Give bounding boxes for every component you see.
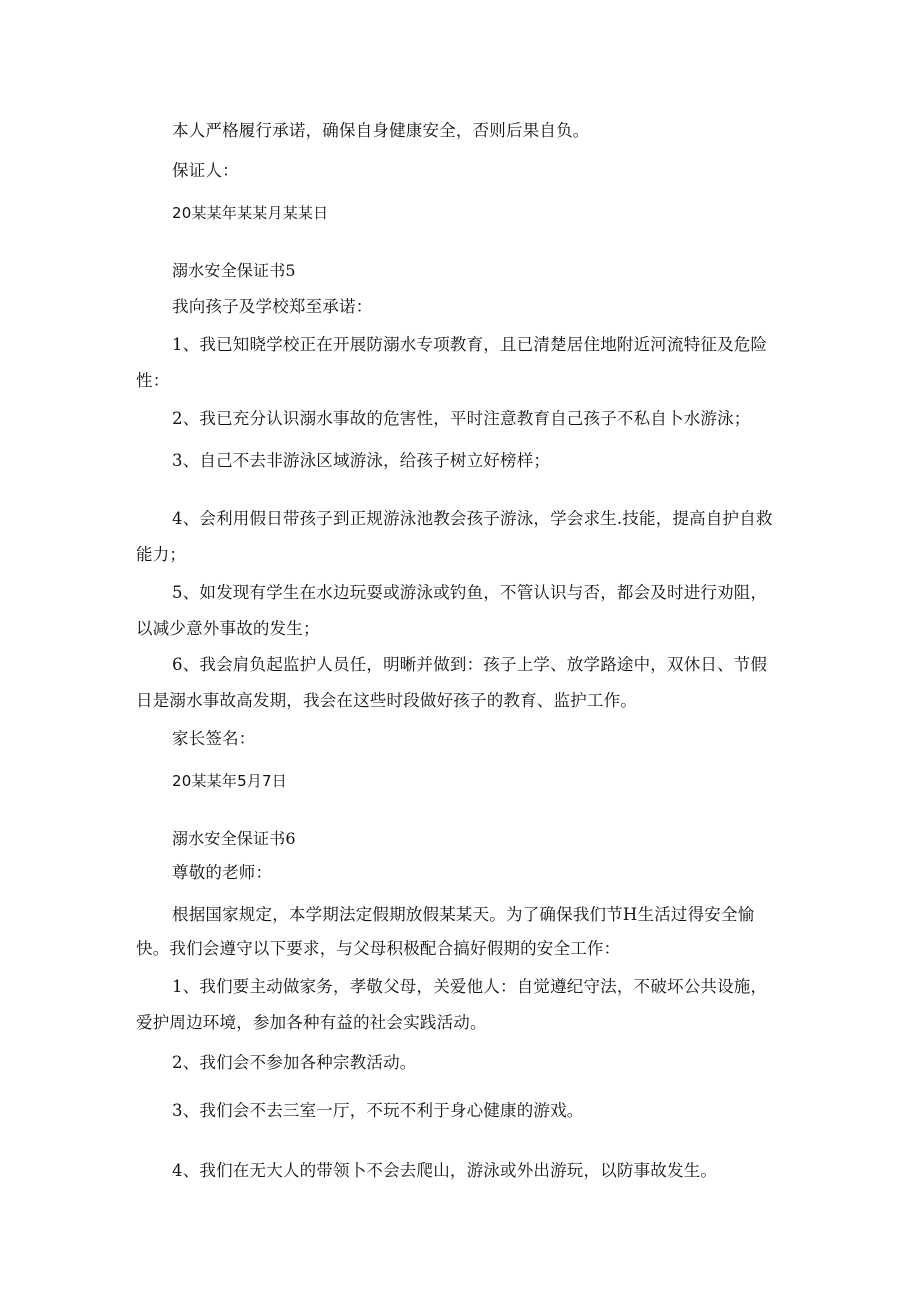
- section5-title: 溺水安全保证书5: [172, 261, 296, 280]
- parent-signature-label: 家长签名：: [172, 729, 256, 748]
- section5-item4-line1: 4、会利用假日带孩子到正规游泳池教会孩子游泳，学会求生.技能，提高自护自救: [172, 509, 773, 528]
- section5-item1-line2: 性：: [136, 371, 170, 390]
- section6-intro-line2: 快。我们会遵守以下要求，与父母积极配合搞好假期的安全工作：: [136, 939, 621, 958]
- section6-item4: 4、我们在无大人的带领卜不会去爬山，游泳或外出游玩，以防事故发生。: [172, 1161, 718, 1180]
- section5-item6-line2: 日是溺水事故高发期，我会在这些时段做好孩子的教育、监护工作。: [136, 691, 637, 710]
- section6-salutation: 尊敬的老师：: [172, 863, 273, 882]
- section5-item3: 3、自己不去非游泳区域游泳，给孩子树立好榜样；: [172, 451, 551, 470]
- section6-intro-line1: 根据国家规定，本学期法定假期放假某某天。为了确保我们节H生活过得安全愉: [172, 905, 755, 924]
- section6-item1-line1: 1、我们要主动做家务，孝敬父母，关爱他人：自觉遵纪守法，不破坏公共设施，: [172, 977, 768, 996]
- section5-item6-line1: 6、我会肩负起监护人员任，明晰并做到：孩子上学、放学路途中，双休日、节假: [172, 655, 768, 674]
- section5-item2: 2、我已充分认识溺水事故的危害性，平时注意教育自己孩子不私自卜水游泳；: [172, 409, 751, 428]
- commitment-text: 本人严格履行承诺，确保自身健康安全，否则后果自负。: [172, 121, 590, 140]
- section6-item3: 3、我们会不去三室一厅，不玩不利于身心健康的游戏。: [172, 1101, 584, 1120]
- section5-item5-line1: 5、如发现有学生在水边玩耍或游泳或钓鱼，不管认识与否，都会及时进行劝阻，: [172, 583, 768, 602]
- section5-date: 20某某年5月7日: [172, 772, 287, 790]
- section6-title: 溺水安全保证书6: [172, 829, 296, 848]
- section5-intro: 我向孩子及学校郑至承诺：: [172, 297, 373, 316]
- guarantor-label: 保证人：: [172, 161, 239, 180]
- section5-item4-line2: 能力；: [136, 545, 187, 564]
- section6-item1-line2: 爱护周边环境，参加各种有益的社会实践活动。: [136, 1013, 487, 1032]
- section4-date: 20某某年某某月某某日: [172, 204, 329, 222]
- section6-item2: 2、我们会不参加各种宗教活动。: [172, 1053, 417, 1072]
- section5-item1-line1: 1、我已知晓学校正在开展防溺水专项教育，且已清楚居住地附近河流特征及危险: [172, 335, 768, 354]
- section5-item5-line2: 以减少意外事故的发生；: [136, 619, 320, 638]
